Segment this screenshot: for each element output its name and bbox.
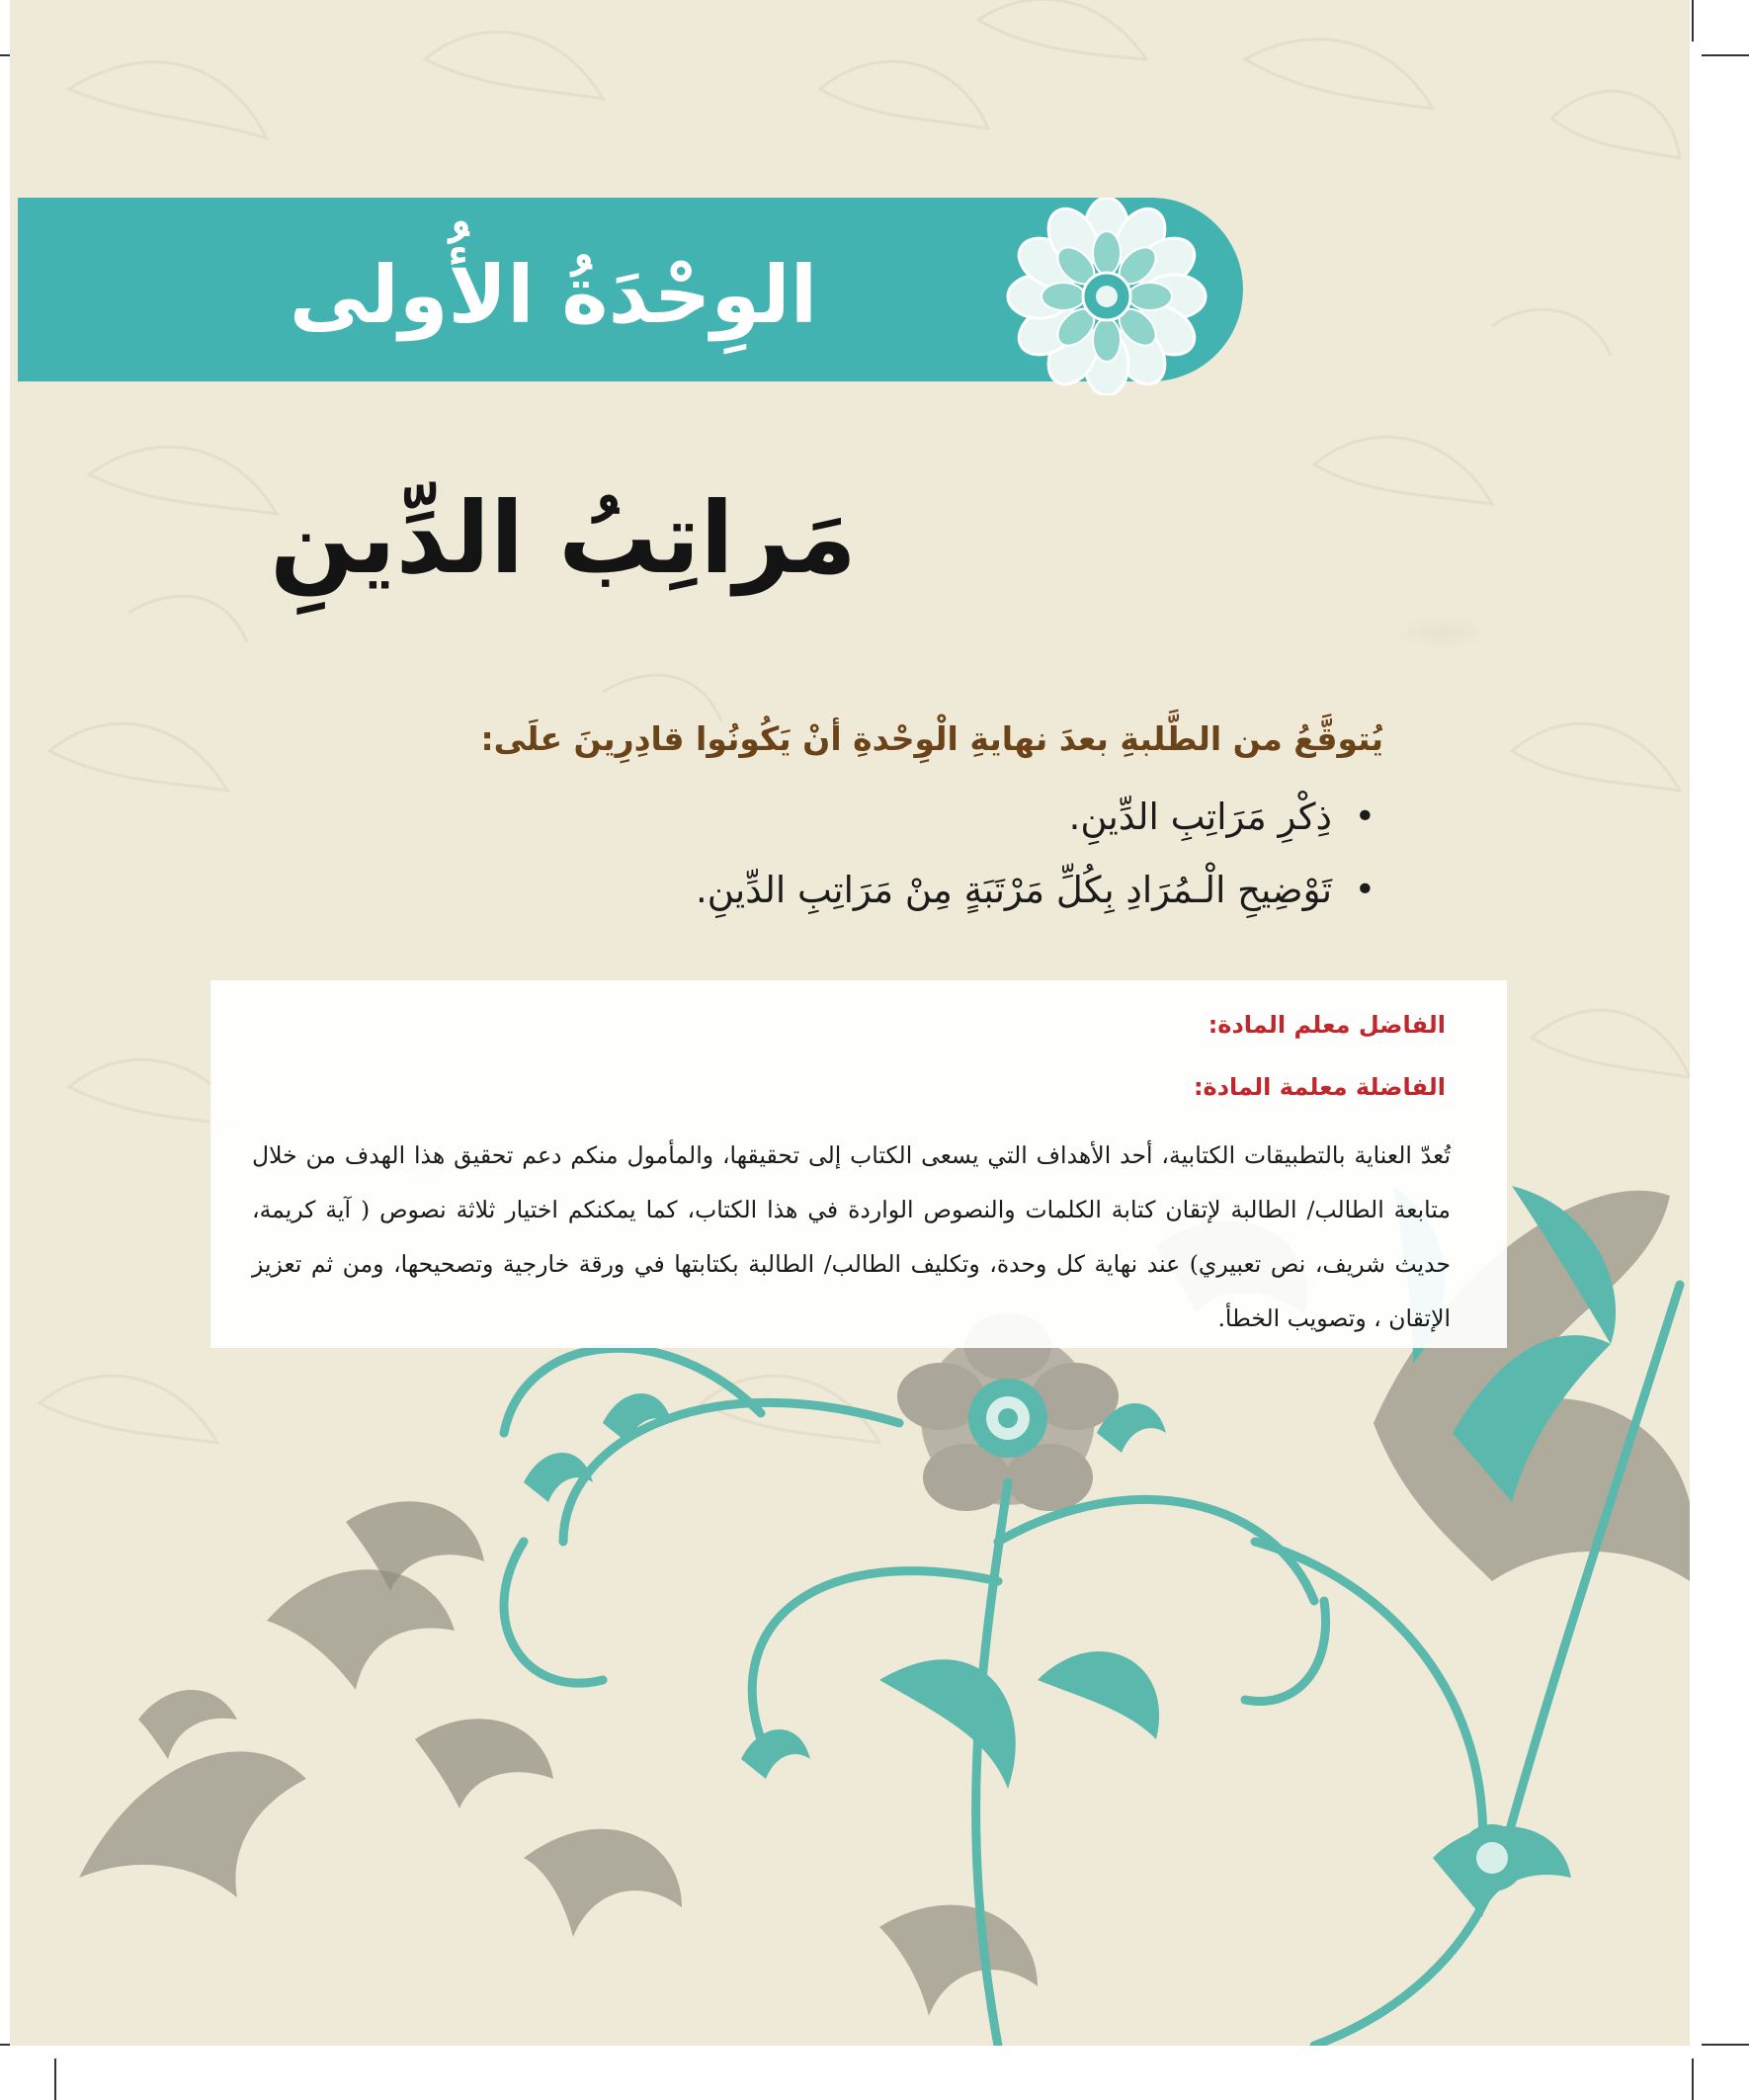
objective-item: [296, 854, 1383, 927]
objectives-list: [296, 781, 1383, 927]
crop-mark-top-right-h: [1702, 54, 1749, 56]
objectives-intro: يُتوقَّعُ من الطَّلبةِ بعدَ نهايةِ الْوِحْدةِ أنْ يَكُونُوا قادِرِينَ علَى:: [480, 719, 1383, 758]
objective-text: ذِكْرِ مَرَاتِبِ الدِّينِ.: [1068, 796, 1332, 838]
crop-mark-bottom-right-h: [1702, 2044, 1749, 2046]
bullet-icon: •: [1354, 870, 1375, 910]
crop-mark-top-right-v: [1692, 0, 1694, 42]
teacher-note-label-male: الفاضل معلم المادة:: [1208, 1011, 1446, 1039]
teacher-note-body: تُعدّ العناية بالتطبيقات الكتابية، أحد الأهداف التي يسعى الكتاب إلى تحقيقها، والمأمول منكم دعم تحقيق هذا الهدف من خلال متابعة الطالب/ الطالبة لإتقان كتابة الكلمات والنصوص الواردة في هذا الكتاب، كما يمكنكم اختيار ثلاثة نصوص ( آية كريمة، حديث شريف، نص تعبيري) عند نهاية كل وحدة، وتكليف الطالب/ الطالبة بكتابتها في ورقة خارجية وتصحيحها، ومن ثم تعزيز الإتقان ، وتصويب الخطأ.: [252, 1141, 1452, 1332]
teacher-note-label-female: الفاضلة معلمة المادة:: [1193, 1073, 1446, 1101]
textbook-page: [10, 0, 1690, 2046]
crop-mark-bottom-right-v: [1692, 2058, 1694, 2100]
bullet-icon: •: [1354, 797, 1375, 837]
unit-title: الوِحْدَةُ الأُولى: [289, 249, 818, 341]
lesson-title: مَراتِبُ الدِّينِ: [270, 480, 857, 596]
rosette-ornament-icon: [1003, 198, 1210, 395]
teacher-note-box: [210, 980, 1507, 1348]
objective-text: تَوْضِيحِ الْـمُرَادِ بِكُلِّ مَرْتَبَةٍ مِنْ مَرَاتِبِ الدِّينِ.: [695, 869, 1332, 911]
crop-mark-bottom-left-v: [54, 2058, 56, 2100]
objective-item: [296, 781, 1383, 854]
